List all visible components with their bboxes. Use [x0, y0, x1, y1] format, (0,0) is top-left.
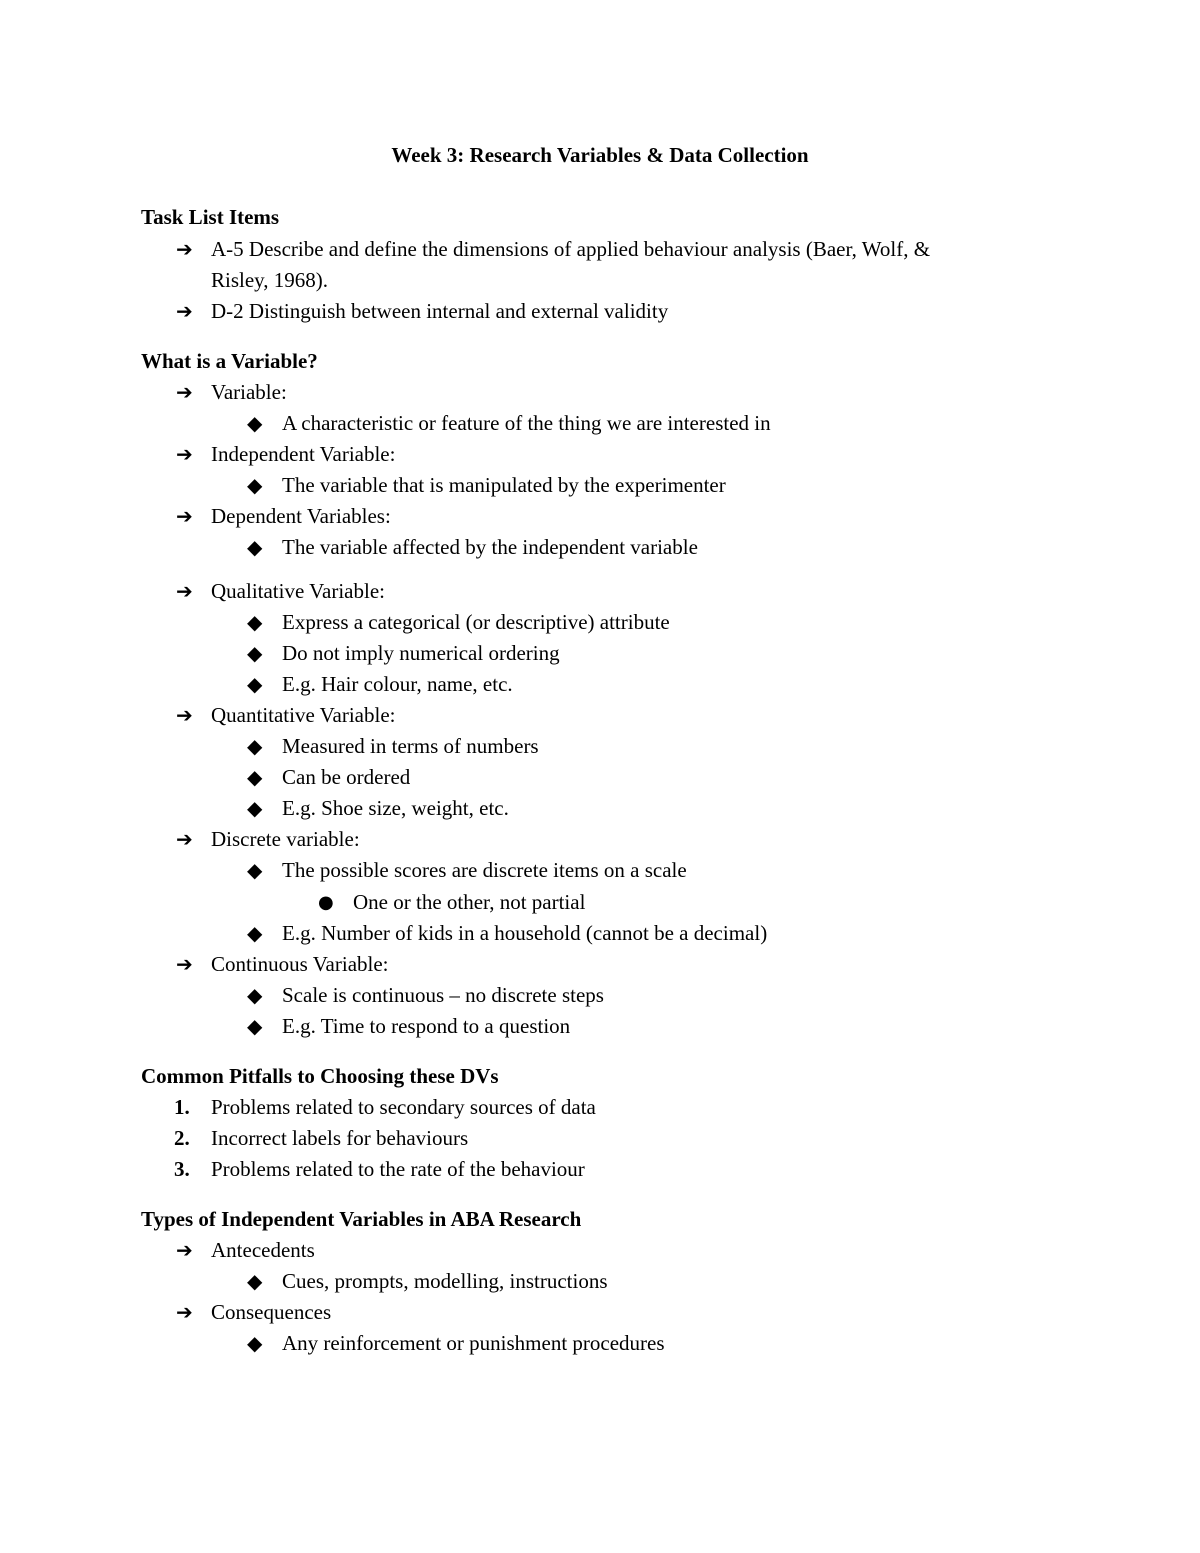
list-item: [0, 1235, 1200, 1266]
sub-list-item: [0, 918, 1200, 949]
sub-list-item: [0, 762, 1200, 793]
list-item-text: Continuous Variable:: [211, 952, 389, 976]
sub-list-item-text: The variable that is manipulated by the experimenter: [282, 473, 726, 497]
arrow-icon: ➔: [176, 442, 193, 466]
diamond-bullet-icon: ◆: [247, 411, 263, 435]
diamond-bullet-icon: ◆: [247, 672, 263, 696]
arrow-icon: ➔: [176, 299, 193, 323]
numbered-list-item-text: Problems related to the rate of the behaviour: [211, 1157, 585, 1181]
list-item: [0, 700, 1200, 731]
sub-list-item: [0, 1266, 1200, 1297]
arrow-icon: ➔: [176, 827, 193, 851]
sub-list-item-text: Scale is continuous – no discrete steps: [282, 983, 604, 1007]
diamond-bullet-icon: ◆: [247, 641, 263, 665]
arrow-icon: ➔: [176, 952, 193, 976]
list-item: [0, 501, 1200, 532]
list-item: [0, 439, 1200, 470]
arrow-icon: ➔: [176, 380, 193, 404]
list-item: [0, 377, 1200, 408]
sub-list-item-text: E.g. Shoe size, weight, etc.: [282, 796, 509, 820]
numbered-list-item-text: Incorrect labels for behaviours: [211, 1126, 469, 1150]
list-item-text: A-5 Describe and define the dimensions of applied behaviour analysis (Baer, Wolf, &: [211, 237, 931, 261]
list-item: [0, 576, 1200, 607]
diamond-bullet-icon: ◆: [247, 796, 263, 820]
sub-sub-list-item-text: One or the other, not partial: [353, 890, 586, 914]
sub-list-item-text: Cues, prompts, modelling, instructions: [282, 1269, 608, 1293]
list-number: 3.: [174, 1157, 190, 1181]
sub-list-item-text: The possible scores are discrete items on a scale: [282, 858, 687, 882]
sub-list-item-text: E.g. Time to respond to a question: [282, 1014, 571, 1038]
sub-list-item-text: Express a categorical (or descriptive) attribute: [282, 610, 670, 634]
sub-list-item-text: E.g. Number of kids in a household (cannot be a decimal): [282, 921, 768, 945]
numbered-list-item-text: Problems related to secondary sources of data: [211, 1095, 596, 1119]
sub-list-item: [0, 855, 1200, 886]
sub-list-item: [0, 408, 1200, 439]
sub-list-item-text: E.g. Hair colour, name, etc.: [282, 672, 513, 696]
sub-sub-list-item: [0, 887, 1200, 918]
list-item-text: Dependent Variables:: [211, 504, 391, 528]
numbered-list-item: [0, 1123, 1200, 1154]
arrow-icon: ➔: [176, 504, 193, 528]
sub-list-item-text: Can be ordered: [282, 765, 411, 789]
page-title: Week 3: Research Variables & Data Collection: [391, 143, 809, 167]
list-item-text: Consequences: [211, 1300, 332, 1324]
sub-list-item: [0, 669, 1200, 700]
list-item-continuation: [0, 265, 1200, 296]
list-item: [0, 296, 1200, 327]
sub-list-item-text: Measured in terms of numbers: [282, 734, 539, 758]
arrow-icon: ➔: [176, 237, 193, 261]
sub-list-item-text: A characteristic or feature of the thing we are interested in: [282, 411, 771, 435]
list-item-text: Qualitative Variable:: [211, 579, 385, 603]
diamond-bullet-icon: ◆: [247, 1269, 263, 1293]
list-item: [0, 1297, 1200, 1328]
section-heading-pitfalls: Common Pitfalls to Choosing these DVs: [141, 1064, 499, 1088]
sub-list-item-text: The variable affected by the independent variable: [282, 535, 698, 559]
sub-list-item: [0, 470, 1200, 501]
list-item: [0, 949, 1200, 980]
diamond-bullet-icon: ◆: [247, 1014, 263, 1038]
diamond-bullet-icon: ◆: [247, 535, 263, 559]
arrow-icon: ➔: [176, 579, 193, 603]
diamond-bullet-icon: ◆: [247, 473, 263, 497]
sub-list-item-text: Do not imply numerical ordering: [282, 641, 560, 665]
dot-bullet-icon: ●: [318, 892, 334, 913]
list-item-text: Discrete variable:: [211, 827, 360, 851]
arrow-icon: ➔: [176, 703, 193, 727]
list-number: 2.: [174, 1126, 190, 1150]
list-item-text: Quantitative Variable:: [211, 703, 396, 727]
list-number: 1.: [174, 1095, 190, 1119]
sub-list-item: [0, 1328, 1200, 1359]
diamond-bullet-icon: ◆: [247, 610, 263, 634]
sub-list-item-text: Any reinforcement or punishment procedures: [282, 1331, 665, 1355]
diamond-bullet-icon: ◆: [247, 983, 263, 1007]
section-heading-task-list: Task List Items: [141, 205, 280, 229]
list-item-text: Antecedents: [211, 1238, 315, 1262]
arrow-icon: ➔: [176, 1238, 193, 1262]
sub-list-item: [0, 1011, 1200, 1042]
list-item: [0, 824, 1200, 855]
list-item-text: D-2 Distinguish between internal and external validity: [211, 299, 669, 323]
sub-list-item: [0, 532, 1200, 563]
section-heading-iv-types: Types of Independent Variables in ABA Research: [141, 1207, 582, 1231]
list-item-text: Independent Variable:: [211, 442, 396, 466]
list-item: [0, 234, 1200, 265]
numbered-list-item: [0, 1092, 1200, 1123]
arrow-icon: ➔: [176, 1300, 193, 1324]
diamond-bullet-icon: ◆: [247, 765, 263, 789]
diamond-bullet-icon: ◆: [247, 1331, 263, 1355]
sub-list-item: [0, 731, 1200, 762]
diamond-bullet-icon: ◆: [247, 734, 263, 758]
numbered-list-item: [0, 1154, 1200, 1185]
list-item-text: Variable:: [211, 380, 287, 404]
sub-list-item: [0, 607, 1200, 638]
sub-list-item: [0, 980, 1200, 1011]
section-heading-variable: What is a Variable?: [141, 349, 318, 373]
diamond-bullet-icon: ◆: [247, 921, 263, 945]
sub-list-item: [0, 638, 1200, 669]
diamond-bullet-icon: ◆: [247, 858, 263, 882]
list-item-text: Risley, 1968).: [211, 268, 329, 292]
sub-list-item: [0, 793, 1200, 824]
